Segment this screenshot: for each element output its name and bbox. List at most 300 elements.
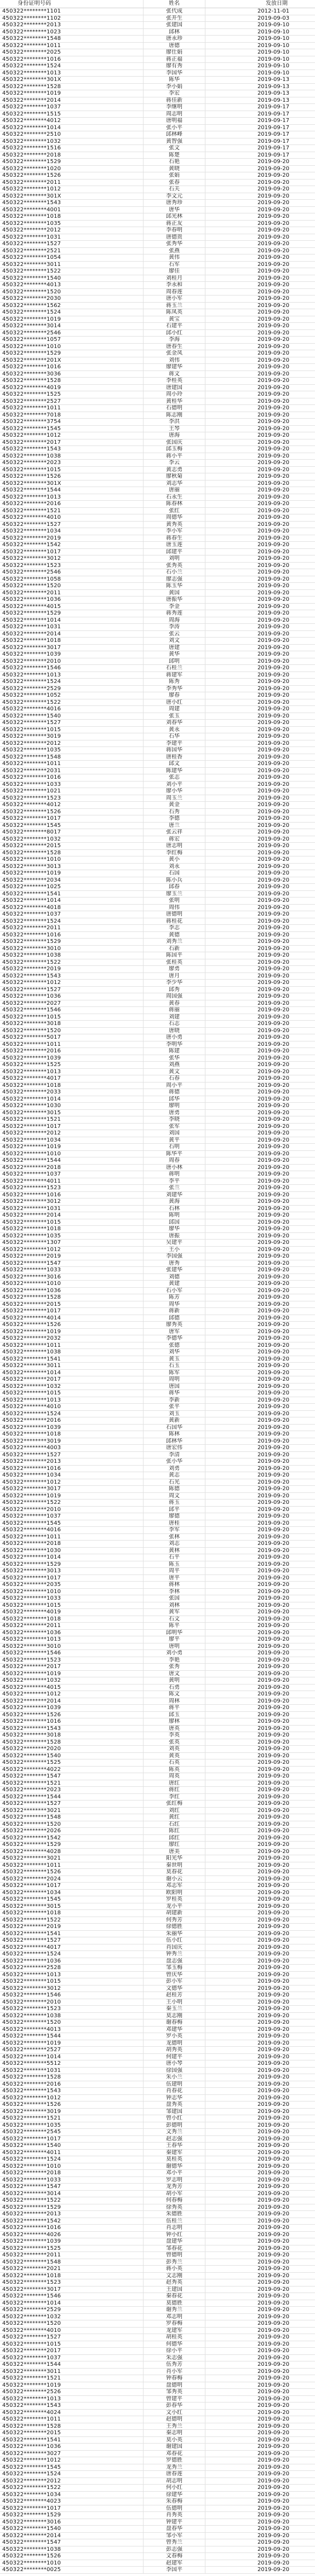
id-number-cell: 450322********1523: [0, 563, 144, 569]
table-row: [0, 2410, 315, 2417]
name-cell: 蒋丽: [144, 1007, 205, 1014]
id-number-cell: 450322********1012: [0, 1691, 144, 1698]
issue-date-cell: 2019-09-20: [257, 1821, 290, 1827]
id-number-cell: 450322********1520: [0, 583, 144, 589]
name-cell: 何建平: [144, 2054, 205, 2060]
name-cell: 莫桂英: [144, 2156, 205, 2163]
id-number-cell: 450322********4019: [0, 385, 144, 391]
table-row: [0, 1992, 315, 1999]
name-cell: 张红: [144, 508, 205, 514]
table-row: [0, 1890, 315, 1897]
table-row: [0, 2184, 315, 2191]
issue-date-cell: 2019-09-20: [257, 2320, 290, 2326]
name-cell: 陈楚: [144, 152, 205, 159]
issue-date-cell: 2019-09-20: [257, 1746, 290, 1752]
table-row: [0, 1623, 315, 1630]
id-number-cell: 450322********2013: [0, 22, 144, 28]
name-cell: 邱红: [144, 1835, 205, 1842]
name-cell: 邱华: [144, 1096, 205, 1103]
issue-date-cell: 2019-09-20: [257, 1814, 290, 1820]
table-row: [0, 2533, 315, 2540]
id-number-cell: 450322********2013: [0, 1458, 144, 1465]
table-row: [0, 138, 315, 146]
name-cell: 秦春花: [144, 2293, 205, 2300]
table-row: [0, 22, 315, 29]
table-row: [0, 2567, 315, 2574]
name-cell: 黄德: [144, 932, 205, 939]
name-cell: 张玉: [144, 713, 205, 720]
name-cell: 李永和: [144, 282, 205, 288]
name-cell: 邹秀英: [144, 2389, 205, 2395]
table-row: [0, 289, 315, 296]
table-row: [0, 2355, 315, 2362]
name-cell: 胡志明: [144, 2478, 205, 2485]
id-number-cell: 450322********1547: [0, 2539, 144, 2546]
table-row: [0, 1657, 315, 1664]
table-row: [0, 1240, 315, 1247]
name-cell: 王建国: [144, 2286, 205, 2293]
name-cell: 蒋小英: [144, 2266, 205, 2272]
issue-date-cell: 2019-09-20: [257, 2088, 290, 2094]
id-number-cell: 450322********2527: [0, 398, 144, 405]
name-cell: 伍小红: [144, 1937, 205, 1944]
id-number-cell: 450322********3019: [0, 2109, 144, 2115]
table-row: [0, 1999, 315, 2006]
table-row: [0, 221, 315, 228]
id-number-cell: 450322********2016: [0, 2081, 144, 2088]
name-cell: 李德: [144, 815, 205, 822]
issue-date-cell: 2019-09-20: [257, 720, 290, 726]
issue-date-cell: 2019-09-20: [257, 1869, 290, 1875]
id-number-cell: 450322********1034: [0, 2492, 144, 2498]
table-row: [0, 2068, 315, 2075]
id-number-cell: 450322********1034: [0, 1137, 144, 1144]
id-number-cell: 450322********1018: [0, 1431, 144, 1438]
table-row: [0, 2560, 315, 2567]
name-cell: 李涛: [144, 624, 205, 630]
table-row: [0, 1294, 315, 1301]
name-cell: 张金凤: [144, 350, 205, 357]
issue-date-cell: 2019-09-20: [257, 1711, 290, 1718]
issue-date-cell: 2019-09-20: [257, 507, 290, 514]
table-row: [0, 1937, 315, 1944]
name-cell: 廖勇: [144, 966, 205, 972]
table-row: [0, 1739, 315, 1746]
id-number-cell: 450322********2010: [0, 1507, 144, 1513]
table-row: [0, 864, 315, 871]
name-cell: 石永生: [144, 494, 205, 501]
name-cell: 钟建平: [144, 2519, 205, 2526]
name-cell: 胡建新: [144, 1910, 205, 1917]
id-number-cell: 450322********1527: [0, 720, 144, 726]
id-number-cell: 450322********2011: [0, 1623, 144, 1629]
id-number-cell: 450322********1307: [0, 1240, 144, 1246]
issue-date-cell: 2019-09-20: [257, 350, 290, 356]
id-number-cell: 450322********1543: [0, 1726, 144, 1732]
id-number-cell: 450322********1037: [0, 911, 144, 918]
id-number-cell: 450322********2545: [0, 2129, 144, 2135]
name-cell: 罗小英: [144, 2033, 205, 2040]
id-number-cell: 450322********1010: [0, 2163, 144, 2170]
table-row: [0, 330, 315, 337]
issue-date-cell: 2019-09-20: [257, 1369, 290, 1376]
id-number-cell: 450322********1030: [0, 1548, 144, 1554]
id-number-cell: 450322********3010: [0, 1643, 144, 1650]
issue-date-cell: 2019-09-20: [257, 1561, 290, 1567]
table-row: [0, 412, 315, 419]
id-number-cell: 450322********1032: [0, 836, 144, 843]
table-row: [0, 604, 315, 611]
id-number-cell: 450322********1546: [0, 2293, 144, 2300]
issue-date-cell: 2019-09-20: [257, 2491, 290, 2498]
table-row: [0, 747, 315, 754]
issue-date-cell: 2019-09-20: [257, 2512, 290, 2518]
table-row: [0, 2539, 315, 2546]
table-row: [0, 1185, 315, 1192]
name-cell: 陈华: [144, 77, 205, 83]
issue-date-cell: 2019-09-20: [257, 2053, 290, 2060]
issue-date-cell: 2019-09-20: [257, 747, 290, 753]
id-number-cell: 450322********2025: [0, 49, 144, 56]
table-row: [0, 1554, 315, 1561]
name-cell: 黄红: [144, 1814, 205, 1821]
id-number-cell: 450322********1015: [0, 1602, 144, 1609]
name-cell: 曾小红: [144, 2115, 205, 2122]
issue-date-cell: 2019-09-20: [257, 1985, 290, 1992]
issue-date-cell: 2019-09-20: [257, 1937, 290, 1943]
name-cell: 李海: [144, 337, 205, 343]
id-number-cell: 450322********1524: [0, 918, 144, 925]
id-number-cell: 450322********1015: [0, 2341, 144, 2348]
name-cell: 石建平: [144, 323, 205, 329]
issue-date-cell: 2019-09-20: [257, 1780, 290, 1786]
issue-date-cell: 2019-09-20: [257, 1062, 290, 1068]
id-number-cell: 450322********1523: [0, 1657, 144, 1664]
name-cell: 唐振: [144, 1233, 205, 1240]
name-cell: 肖秀英: [144, 2512, 205, 2519]
issue-date-cell: 2019-09-20: [257, 863, 290, 870]
issue-date-cell: 2019-09-20: [257, 630, 290, 637]
table-row: [0, 2163, 315, 2170]
id-number-cell: 450322********1521: [0, 508, 144, 514]
name-cell: 唐英: [144, 1726, 205, 1732]
table-row: [0, 1561, 315, 1568]
name-cell: 邱玉梅: [144, 446, 205, 453]
id-number-cell: 450322********1037: [0, 1171, 144, 1178]
issue-date-cell: 2019-09-20: [257, 562, 290, 569]
id-number-cell: 450322********1035: [0, 747, 144, 754]
name-cell: 张红梅: [144, 1801, 205, 1807]
name-cell: 盘志强: [144, 1958, 205, 1965]
table-row: [0, 2396, 315, 2403]
name-cell: 肖春花: [144, 2088, 205, 2094]
id-number-cell: 450322********1010: [0, 1589, 144, 1595]
name-cell: 蒋秀莲: [144, 610, 205, 617]
issue-date-cell: 2019-09-20: [257, 1479, 290, 1485]
id-number-cell: 450322********1015: [0, 1978, 144, 1985]
issue-date-cell: 2019-09-17: [257, 111, 290, 117]
name-cell: 陈春林: [144, 501, 205, 507]
name-cell: 石勇: [144, 1684, 205, 1691]
issue-date-cell: 2019-09-20: [257, 316, 290, 322]
issue-date-cell: 2019-09-20: [257, 1951, 290, 1957]
table-row: [0, 2122, 315, 2129]
table-row: [0, 610, 315, 617]
id-number-cell: 450322********1525: [0, 1759, 144, 1766]
name-cell: 李红: [144, 1794, 205, 1801]
issue-date-cell: 2019-09-20: [257, 829, 290, 835]
table-row: [0, 2225, 315, 2232]
id-number-cell: 450322********1524: [0, 679, 144, 685]
issue-date-cell: 2019-09-20: [257, 2450, 290, 2457]
issue-date-cell: 2019-09-20: [257, 2293, 290, 2299]
id-number-cell: 450322********3754: [0, 419, 144, 425]
name-cell: 黄平: [144, 1137, 205, 1144]
header-name: 姓名: [144, 0, 205, 8]
name-cell: 赵德明: [144, 2416, 205, 2423]
id-number-cell: 450322********4010: [0, 514, 144, 521]
issue-date-cell: 2019-09-13: [257, 83, 290, 90]
id-number-cell: 450322********4012: [0, 802, 144, 808]
name-cell: 莫春花: [144, 1869, 205, 1875]
id-number-cell: 450322********4013: [0, 2027, 144, 2033]
table-row: [0, 2375, 315, 2382]
table-row: [0, 2382, 315, 2389]
id-number-cell: 450322********1013: [0, 672, 144, 679]
table-row: [0, 1650, 315, 1657]
table-row: [0, 1712, 315, 1719]
issue-date-cell: 2019-09-10: [257, 70, 290, 76]
id-number-cell: 450322********1030: [0, 1103, 144, 1109]
id-number-cell: 450322********1526: [0, 473, 144, 480]
table-row: [0, 460, 315, 467]
table-row: [0, 1801, 315, 1808]
issue-date-cell: 2019-09-03: [257, 15, 290, 21]
id-number-cell: 450322********1545: [0, 823, 144, 829]
name-cell: 唐月: [144, 973, 205, 980]
table-row: [0, 2320, 315, 2328]
table-row: [0, 720, 315, 727]
issue-date-cell: 2019-09-20: [257, 2218, 290, 2224]
id-number-cell: 450322********3019: [0, 733, 144, 740]
table-row: [0, 118, 315, 125]
id-number-cell: 450322********2529: [0, 2307, 144, 2313]
table-row: [0, 535, 315, 542]
table-row: [0, 815, 315, 823]
table-row: [0, 980, 315, 987]
header-issue-date: 发放日期: [266, 1, 288, 7]
table-header-row: [0, 0, 315, 8]
issue-date-cell: 2019-09-20: [257, 2279, 290, 2285]
issue-date-cell: 2019-09-20: [257, 692, 290, 698]
issue-date-cell: 2019-09-20: [257, 1472, 290, 1478]
name-cell: 文志刚: [144, 2273, 205, 2279]
table-row: [0, 2252, 315, 2259]
id-number-cell: 450322********1039: [0, 2238, 144, 2245]
name-cell: 唐秀: [144, 1260, 205, 1267]
name-cell: 肖国庆: [144, 1944, 205, 1951]
issue-date-cell: 2019-09-20: [257, 1834, 290, 1841]
table-row: [0, 2211, 315, 2218]
table-row: [0, 2471, 315, 2478]
table-row: [0, 1438, 315, 1445]
id-number-cell: 450322********1017: [0, 1124, 144, 1130]
id-number-cell: 450322********3010: [0, 946, 144, 952]
table-row: [0, 1028, 315, 1035]
issue-date-cell: 2019-09-20: [257, 1219, 290, 1225]
name-cell: 莫志刚: [144, 2013, 205, 2019]
issue-date-cell: 2019-09-20: [257, 1137, 290, 1143]
table-row: [0, 439, 315, 447]
issue-date-cell: 2019-09-20: [257, 2395, 290, 2402]
table-row: [0, 870, 315, 877]
issue-date-cell: 2019-09-20: [257, 1889, 290, 1896]
id-number-cell: 450322********1019: [0, 870, 144, 877]
name-cell: 陈建: [144, 1048, 205, 1055]
name-cell: 黄建: [144, 1281, 205, 1287]
issue-date-cell: 2019-09-20: [257, 1068, 290, 1075]
id-number-cell: 450322********3011: [0, 1363, 144, 1369]
name-cell: 张兰: [144, 1185, 205, 1191]
id-number-cell: 450322********1016: [0, 1192, 144, 1199]
id-number-cell: 450322********1011: [0, 761, 144, 767]
id-number-cell: 450322********1017: [0, 549, 144, 555]
table-row: [0, 426, 315, 433]
table-row: [0, 2519, 315, 2526]
issue-date-cell: 2019-09-20: [257, 1294, 290, 1300]
issue-date-cell: 2019-09-20: [257, 1410, 290, 1417]
table-row: [0, 1924, 315, 1931]
name-cell: 李清: [144, 1452, 205, 1458]
issue-date-cell: 2019-09-20: [257, 610, 290, 616]
name-cell: 陈秀: [144, 679, 205, 685]
name-cell: 彭小军: [144, 1978, 205, 1985]
id-number-cell: 450322********2019: [0, 966, 144, 972]
name-cell: 黄小: [144, 856, 205, 863]
name-cell: 周小玲: [144, 391, 205, 398]
name-cell: 蒋平: [144, 1705, 205, 1711]
id-number-cell: 450322********1019: [0, 1671, 144, 1677]
issue-date-cell: 2019-09-20: [257, 2129, 290, 2135]
name-cell: 周海: [144, 617, 205, 624]
table-row: [0, 227, 315, 234]
id-number-cell: 450322********201X: [0, 357, 144, 364]
name-cell: 李红梅: [144, 850, 205, 856]
table-row: [0, 131, 315, 138]
id-number-cell: 450322********1521: [0, 2375, 144, 2382]
table-row: [0, 836, 315, 843]
name-cell: 唐建: [144, 645, 205, 651]
name-cell: 陈英: [144, 1767, 205, 1773]
id-number-cell: 450322********1527: [0, 1937, 144, 1944]
table-row: [0, 651, 315, 658]
table-row: [0, 1486, 315, 1493]
issue-date-cell: 2019-09-20: [257, 282, 290, 288]
name-cell: 邱春: [144, 884, 205, 890]
table-row: [0, 1329, 315, 1336]
issue-date-cell: 2019-09-20: [257, 2019, 290, 2025]
table-row: [0, 2546, 315, 2554]
name-cell: 蒋小平: [144, 453, 205, 460]
table-row: [0, 856, 315, 864]
id-number-cell: 450322********1526: [0, 172, 144, 179]
id-number-cell: 450322********2011: [0, 925, 144, 931]
name-cell: 王琴: [144, 426, 205, 432]
name-cell: 唐志明: [144, 843, 205, 849]
id-number-cell: 450322********1102: [0, 15, 144, 22]
name-cell: 刘燕: [144, 1062, 205, 1068]
issue-date-cell: 2019-09-20: [257, 576, 290, 582]
issue-date-cell: 2019-09-20: [257, 159, 290, 165]
table-row: [0, 207, 315, 214]
issue-date-cell: 2019-09-20: [257, 2245, 290, 2251]
id-number-cell: 450322********1019: [0, 316, 144, 323]
issue-date-cell: 2019-09-20: [257, 603, 290, 610]
issue-date-cell: 2019-09-20: [257, 247, 290, 254]
issue-date-cell: 2019-09-20: [257, 288, 290, 295]
name-cell: 秦玉兰: [144, 2006, 205, 2012]
id-number-cell: 450322********1014: [0, 898, 144, 904]
table-row: [0, 1855, 315, 1862]
id-number-cell: 450322********2546: [0, 330, 144, 337]
issue-date-cell: 2019-09-20: [257, 384, 290, 391]
table-row: [0, 508, 315, 515]
id-number-cell: 450322********3018: [0, 1021, 144, 1027]
table-row: [0, 1849, 315, 1856]
id-number-cell: 450322********1522: [0, 2197, 144, 2204]
id-number-cell: 450322********1010: [0, 856, 144, 863]
id-number-cell: 450322********1101: [0, 8, 144, 15]
table-row: [0, 713, 315, 720]
issue-date-cell: 2019-09-20: [257, 1828, 290, 1834]
name-cell: 陈平: [144, 1623, 205, 1629]
issue-date-cell: 2019-09-20: [257, 309, 290, 315]
id-number-cell: 450322********1036: [0, 1288, 144, 1294]
issue-date-cell: 2019-09-20: [257, 1848, 290, 1855]
issue-date-cell: 2019-09-20: [257, 1568, 290, 1574]
id-number-cell: 450322********2011: [0, 590, 144, 597]
id-number-cell: 450322********1526: [0, 2102, 144, 2108]
name-cell: 黄金: [144, 802, 205, 808]
id-number-cell: 450322********1543: [0, 973, 144, 980]
table-row: [0, 1281, 315, 1288]
table-row: [0, 2293, 315, 2300]
issue-date-cell: 2019-09-10: [257, 28, 290, 35]
table-row: [0, 344, 315, 351]
issue-date-cell: 2019-09-20: [257, 672, 290, 678]
table-row: [0, 1493, 315, 1500]
table-row: [0, 699, 315, 707]
table-row: [0, 2314, 315, 2321]
name-cell: 张文: [144, 145, 205, 152]
name-cell: 黄晓: [144, 166, 205, 172]
name-cell: 蒋玉: [144, 1500, 205, 1506]
name-cell: 唐小勇: [144, 1034, 205, 1041]
table-row: [0, 419, 315, 426]
name-cell: 陈国平: [144, 952, 205, 959]
id-number-cell: 450322********1012: [0, 186, 144, 193]
table-row: [0, 1315, 315, 1322]
issue-date-cell: 2019-09-20: [257, 1021, 290, 1027]
id-number-cell: 450322********2021: [0, 2266, 144, 2272]
table-row: [0, 1684, 315, 1692]
name-cell: 李德华: [144, 1335, 205, 1342]
id-number-cell: 450322********3017: [0, 645, 144, 651]
issue-date-cell: 2019-09-20: [257, 980, 290, 986]
issue-date-cell: 2019-09-20: [257, 1417, 290, 1423]
id-number-cell: 450322********3011: [0, 262, 144, 268]
name-cell: 邱林华: [144, 1438, 205, 1445]
